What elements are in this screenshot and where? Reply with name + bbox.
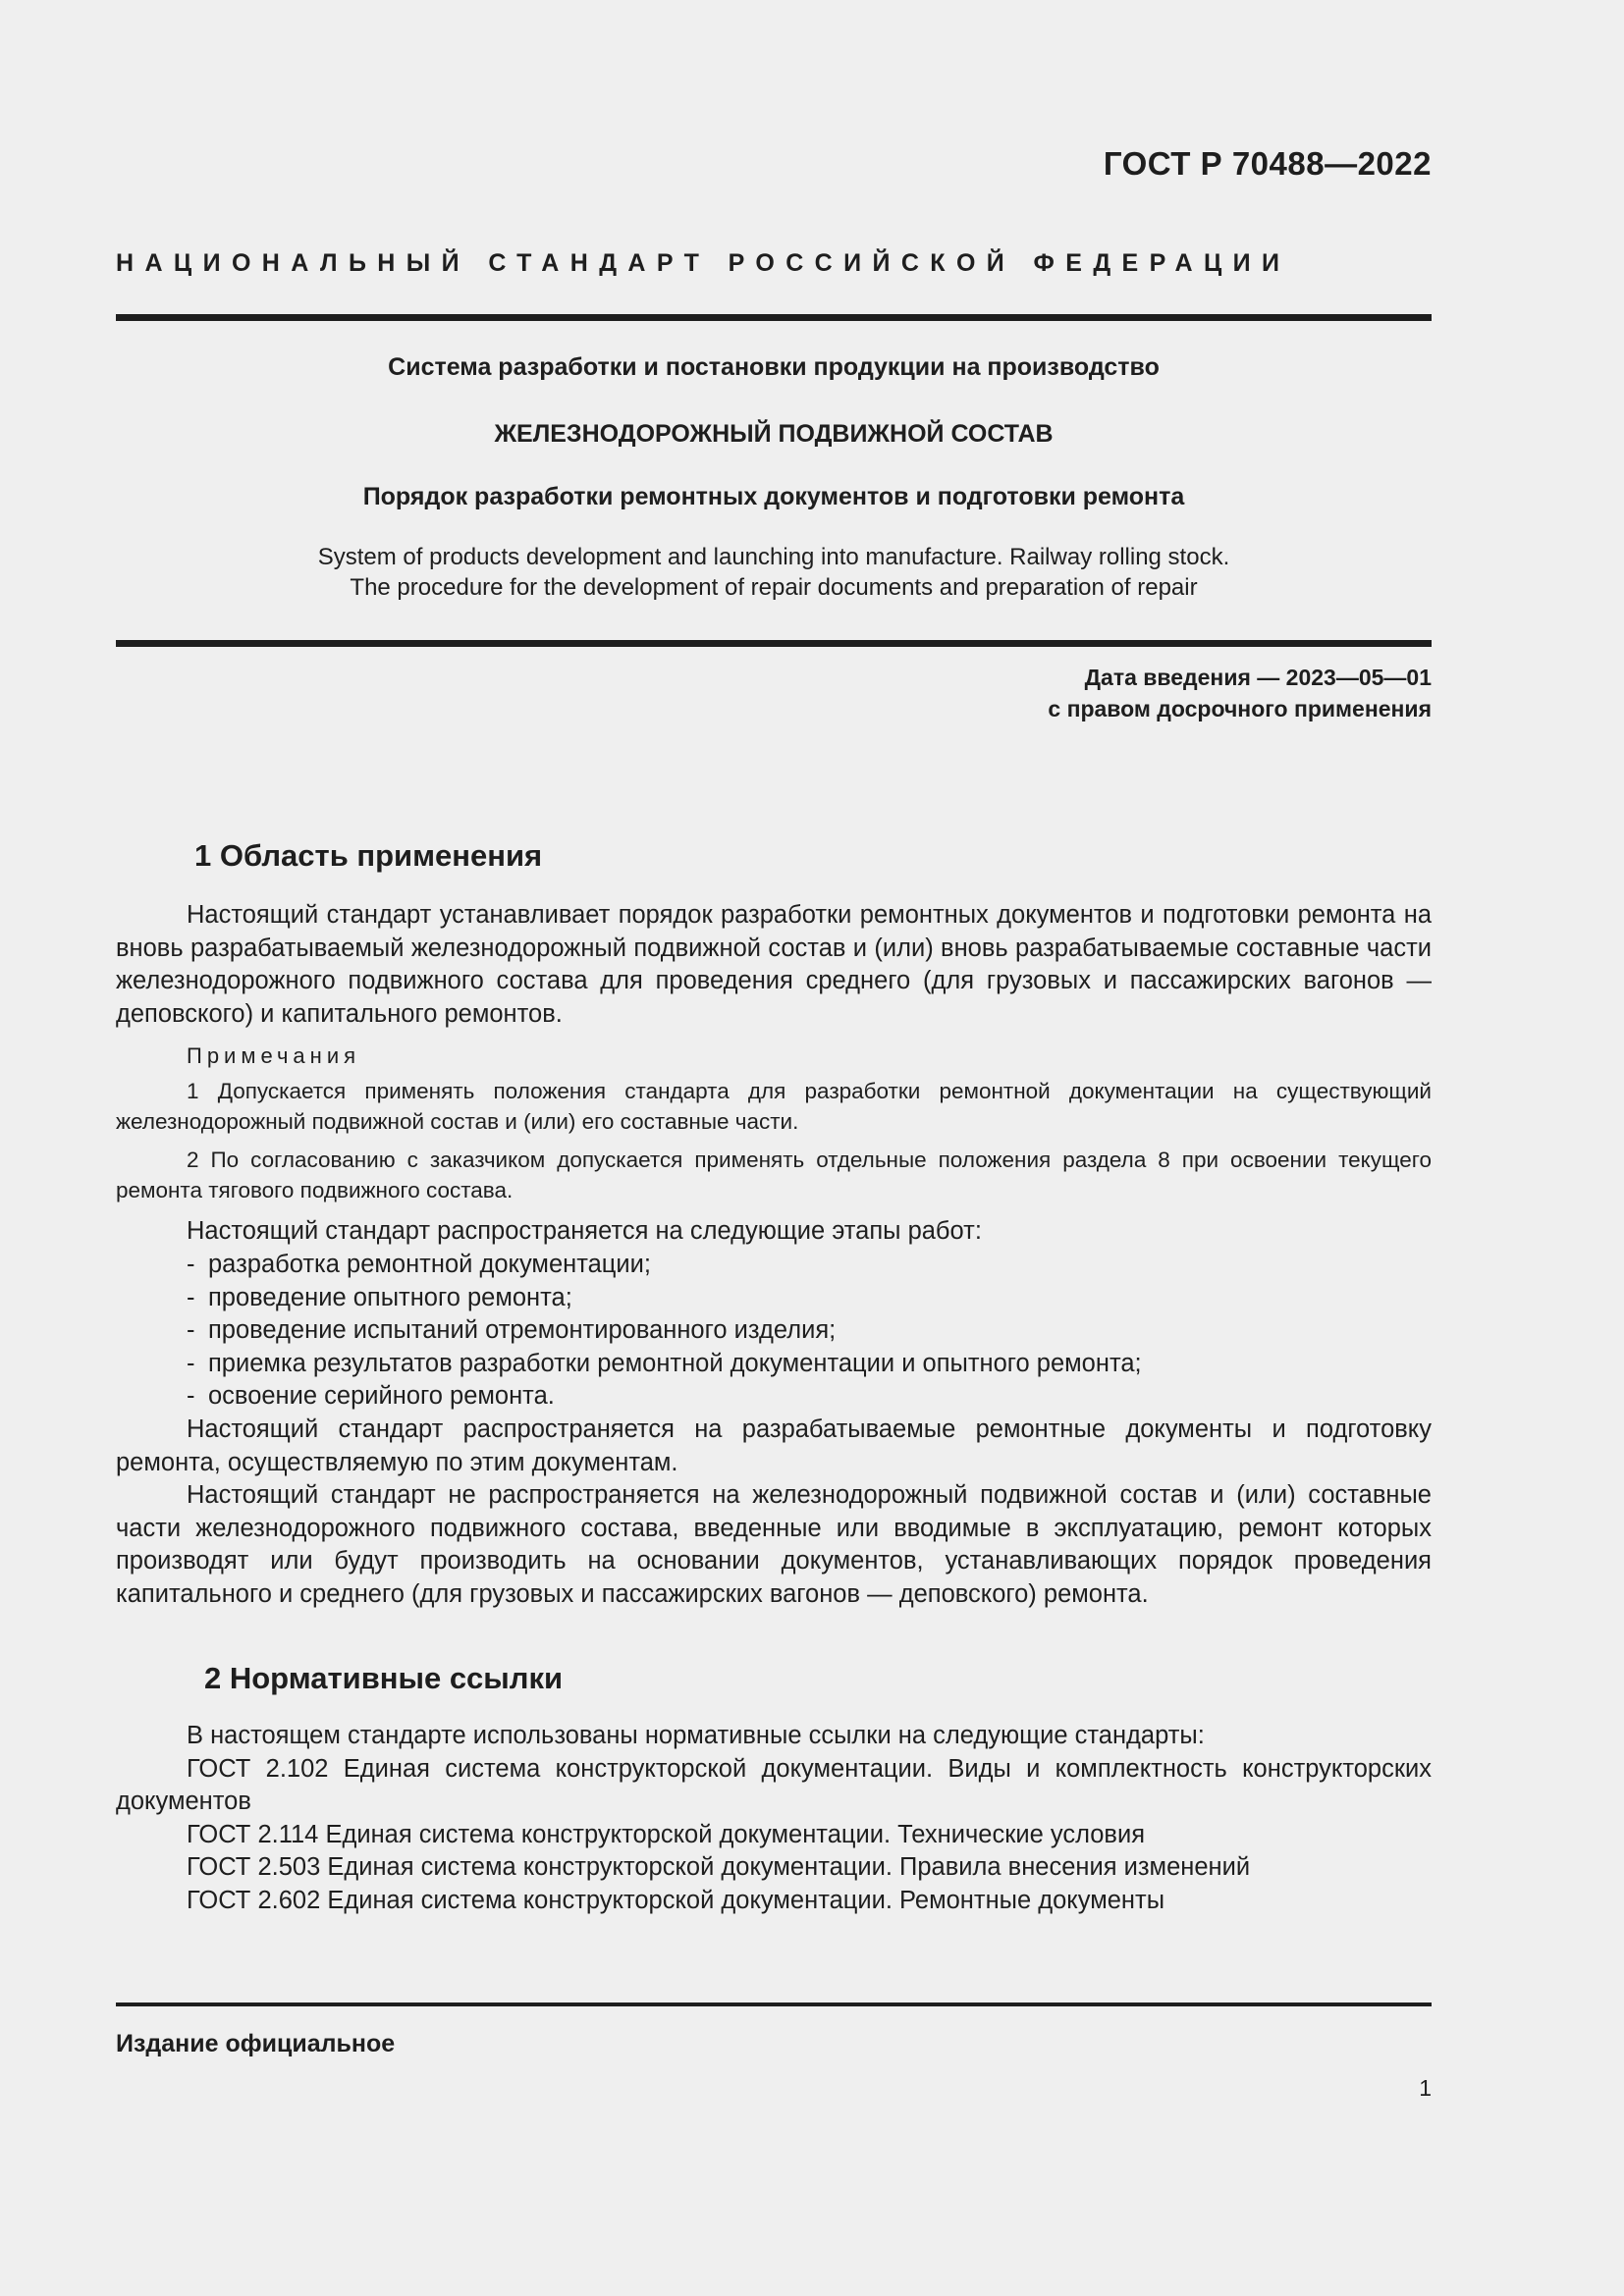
title-system: Система разработки и постановки продукции на производство xyxy=(388,353,1160,381)
notes-heading: Примечания xyxy=(187,1043,361,1069)
introduction-date: Дата введения — 2023—05—01 xyxy=(1084,665,1432,690)
official-edition-label: Издание официальное xyxy=(116,2030,396,2057)
normative-reference: ГОСТ 2.602 Единая система конструкторской документации. Ремонтные документы xyxy=(187,1886,1165,1914)
page-number: 1 xyxy=(1419,2075,1432,2101)
title-procedure: Порядок разработки ремонтных документов и подготовки ремонта xyxy=(362,483,1185,510)
section-2-paragraph-1: В настоящем стандарте использованы нормативные ссылки на следующие стандарты: xyxy=(187,1722,1205,1749)
list-item: - приемка результатов разработки ремонтной документации и опытного ремонта; xyxy=(187,1349,1142,1377)
section-1-paragraph-3: Настоящий стандарт распространяется на разрабатываемые ремонтные документы и подготовку ремонта, осуществляемую по этим документам. xyxy=(116,1415,1432,1476)
section-1-paragraph-1: Настоящий стандарт устанавливает порядок разработки ремонтных документов и подготовки ремонта на вновь разрабатываемый железнодорожный подвижной состав и (или) вновь разрабатываемые составные части железнодорожного подвижного состава для проведения среднего (для грузовых и пассажирских вагонов — деповского) и капитального ремонтов. xyxy=(116,901,1432,1028)
top-rule xyxy=(116,314,1432,321)
title-english-line1: System of products development and launching into manufacture. Railway rolling stock. xyxy=(317,544,1230,570)
introduction-date-block xyxy=(1048,662,1432,724)
title-subject: ЖЕЛЕЗНОДОРОЖНЫЙ ПОДВИЖНОЙ СОСТАВ xyxy=(494,420,1054,448)
list-item: - проведение испытаний отремонтированного изделия; xyxy=(187,1316,837,1345)
section-1-body xyxy=(116,899,1432,1612)
section-1-paragraph-2: Настоящий стандарт распространяется на следующие этапы работ: xyxy=(187,1217,982,1246)
gost-number: ГОСТ Р 70488—2022 xyxy=(1103,145,1432,182)
normative-reference: ГОСТ 2.114 Единая система конструкторской документации. Технические условия xyxy=(187,1820,1146,1848)
footer-rule xyxy=(116,2002,1432,2006)
section-1-heading: 1 Область применения xyxy=(194,838,543,873)
note-2: 2 По согласованию с заказчиком допускается применять отдельные положения раздела 8 при освоении текущего ремонта тягового подвижного состава. xyxy=(116,1148,1432,1203)
normative-reference: ГОСТ 2.102 Единая система конструкторской документации. Виды и комплектность конструкторских документов xyxy=(116,1754,1432,1816)
section-2-heading: 2 Нормативные ссылки xyxy=(204,1661,564,1695)
title-bottom-rule xyxy=(116,640,1432,647)
title-block xyxy=(116,353,1432,609)
early-application-note: с правом досрочного применения xyxy=(1048,696,1432,721)
note-1: 1 Допускается применять положения стандарта для разработки ремонтной документации на существующий железнодорожный подвижной состав и (или) его составные части. xyxy=(116,1079,1432,1135)
normative-reference: ГОСТ 2.503 Единая система конструкторской документации. Правила внесения изменений xyxy=(187,1853,1251,1882)
list-item: - проведение опытного ремонта; xyxy=(187,1283,572,1311)
section-2-body xyxy=(116,1720,1432,1918)
title-english-line2: The procedure for the development of repair documents and preparation of repair xyxy=(350,574,1198,601)
national-standard-banner: НАЦИОНАЛЬНЫЙ СТАНДАРТ РОССИЙСКОЙ ФЕДЕРАЦИИ xyxy=(116,249,1291,277)
list-item: - освоение серийного ремонта. xyxy=(187,1382,555,1411)
section-1-paragraph-4: Настоящий стандарт не распространяется на железнодорожный подвижной состав и (или) составные части железнодорожного подвижного состава, введенные или вводимые в эксплуатацию, ремонт которых производят или будут производить на основании документов, устанавливающих порядок проведения капитального и среднего (для грузовых и пассажирских вагонов — деповского) ремонта. xyxy=(116,1481,1432,1608)
list-item: - разработка ремонтной документации; xyxy=(187,1250,651,1278)
